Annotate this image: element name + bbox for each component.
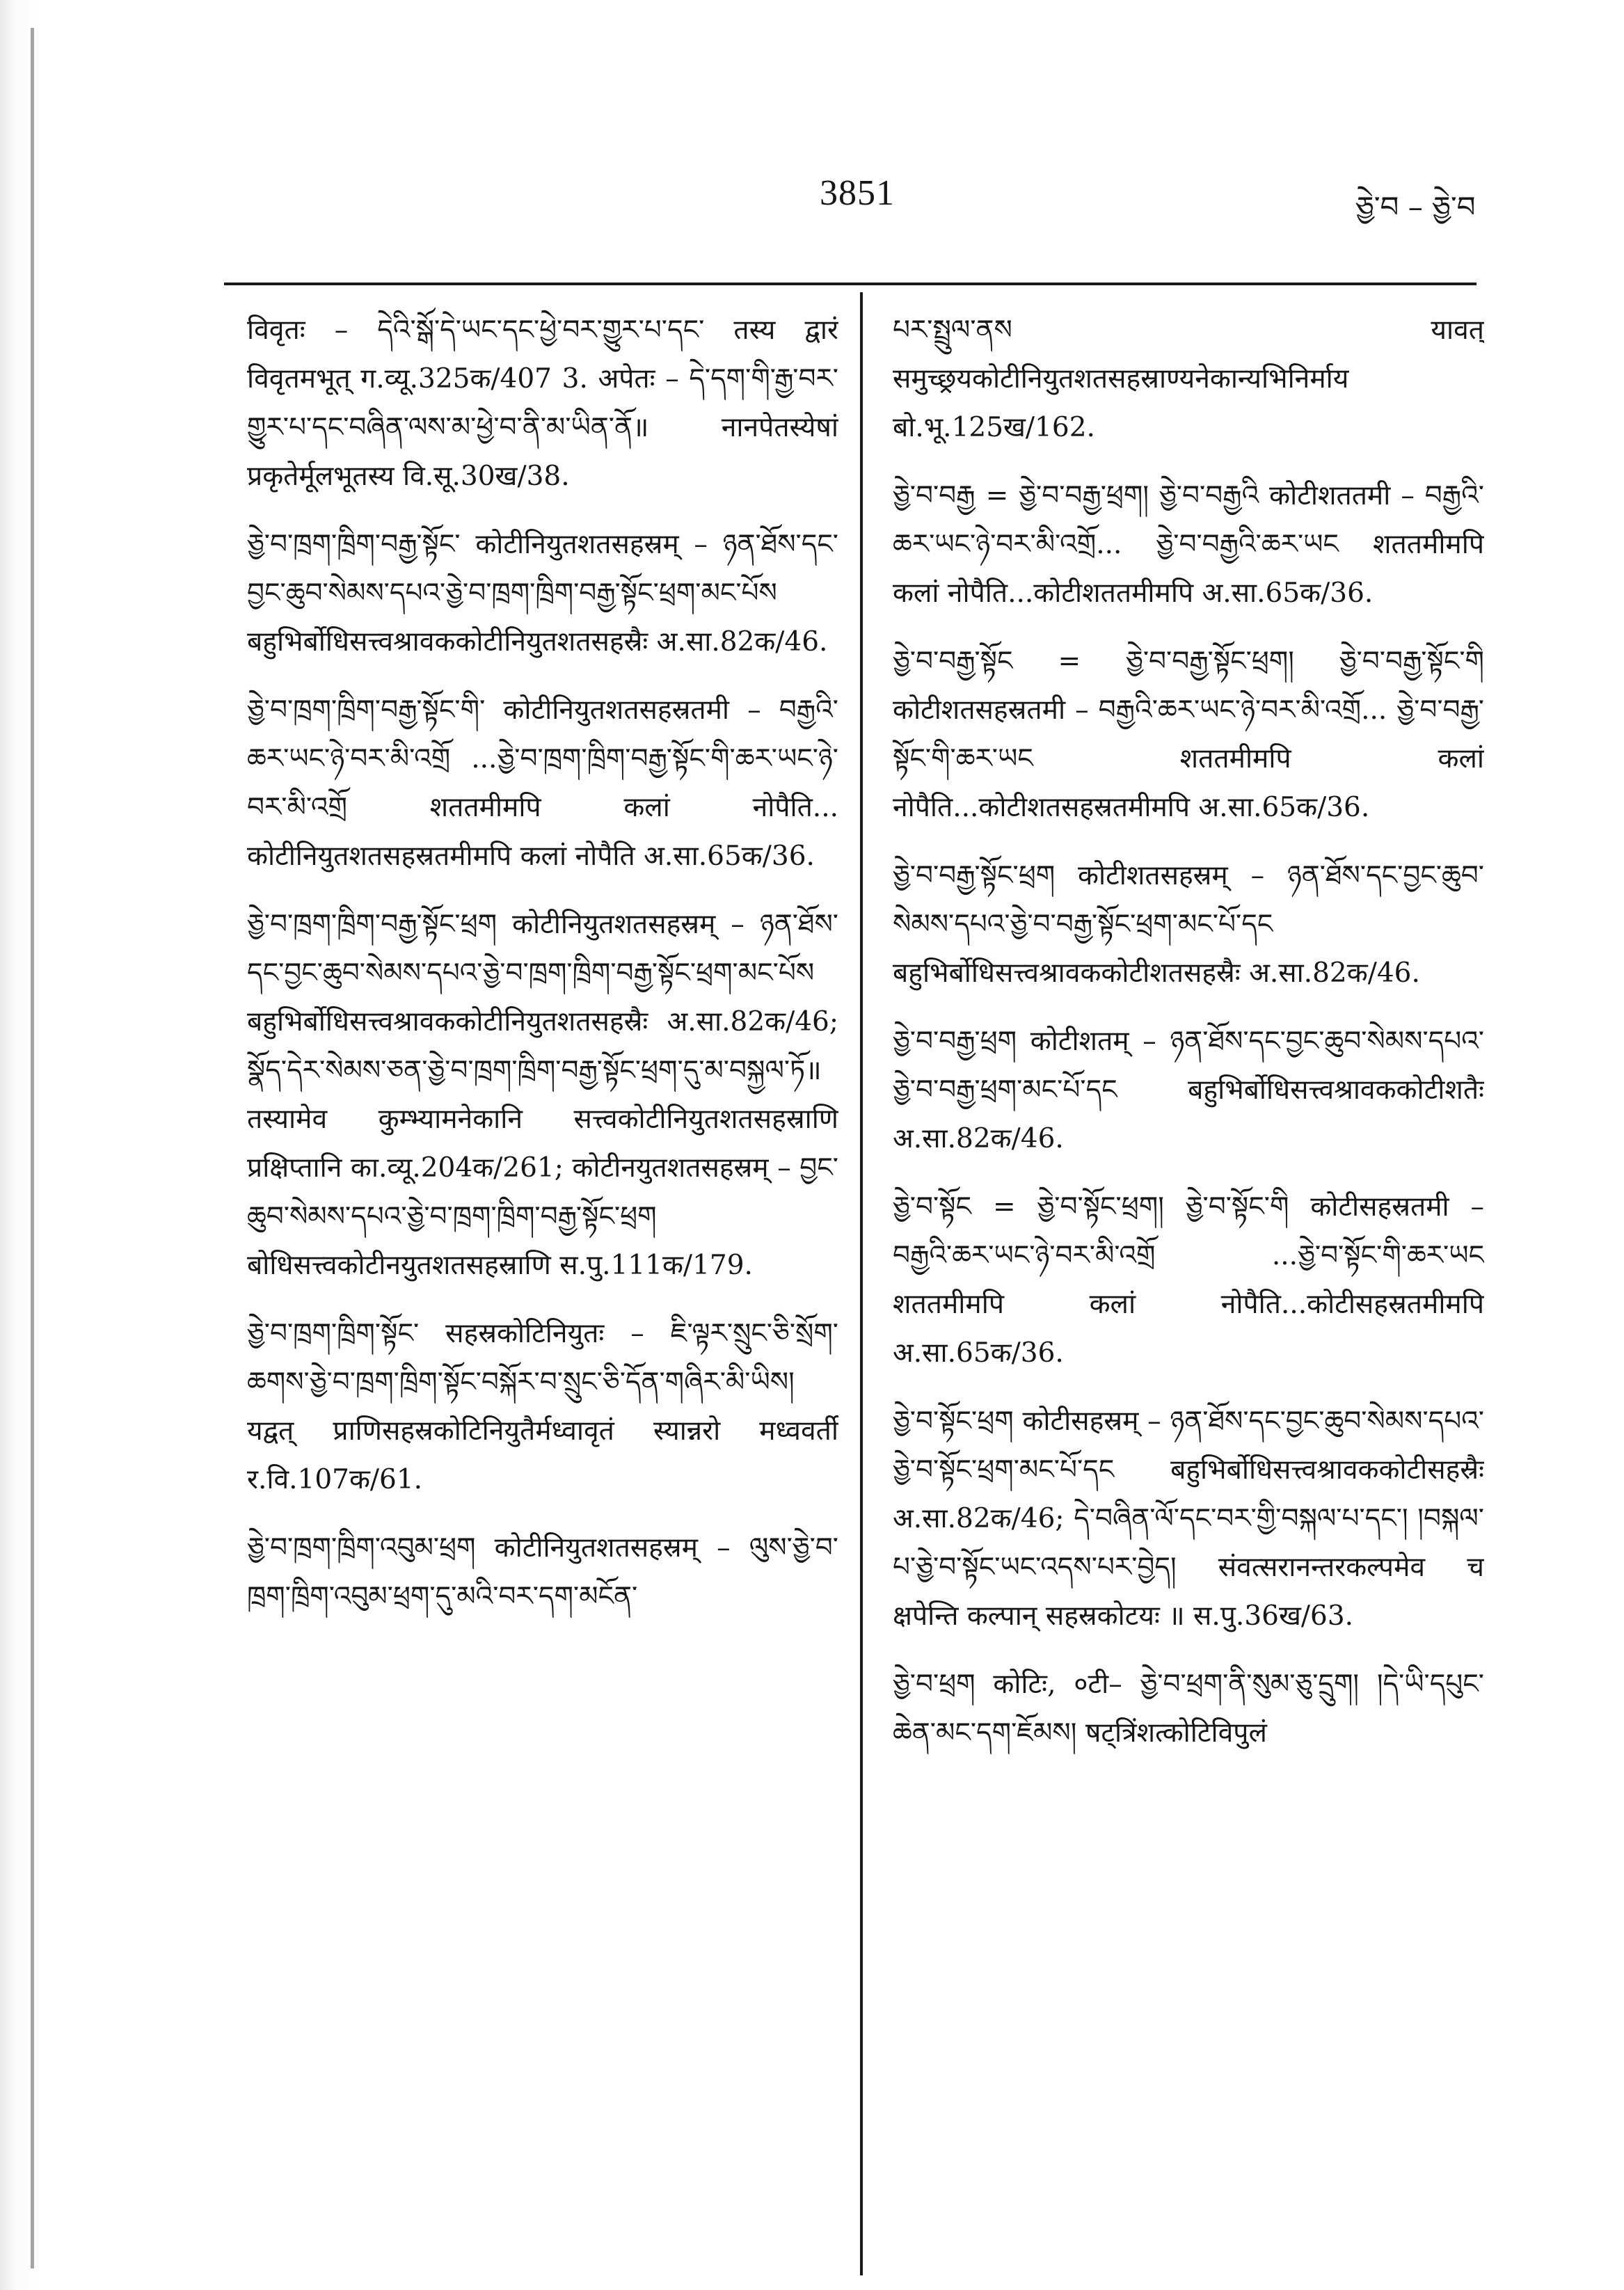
dictionary-entry: विवृतः – དེའི་སྒོ་དེ་ཡང་དང་ཕྱེ་བར་གྱུར་པ་དང་ तस्य द्वारं विवृतमभूत् ग.व्यू.325क/407 3. अपेतः – དེ་དག་གི་རྒྱ་བར་གྱུར་པ་དང་བཞིན་ལས་མ་ཕྱེ་བ་ནི་མ་ཡིན་ནོ॥ नानपेतस्येषां प्रकृतेर्मूलभूतस्य वि.सू.30ख/38. — [247, 315, 838, 492]
dictionary-entry: ཅྱེ་བ་ཕྲག कोटिः, ०टी– ཅྱེ་བ་ཕྲག་ནི་སུམ་ཅུ་དྲུག། །དེ་ཡི་དཔུང་ཆེན་མང་དག་ཇོམས། षट्त्रिंशत्कोटिविपुलं — [893, 1669, 1484, 1749]
header-rule — [224, 283, 1476, 285]
dictionary-entry: ཅྱེ་བ་ཁྲག་ཁྲིག་བརྒྱ་སྟོང་ कोटीनियुतशतसहस्रम् – ཉན་ཐོས་དང་བྱང་ཆུབ་སེམས་དཔའ་ཅྱེ་བ་ཁྲག་ཁྲིག་བརྒྱ་སྟོང་ཕྲག་མང་པོས बहुभिर्बोधिसत्त्वश्रावककोटीनियुतशतसहस्रैः अ.सा.82क/46. — [247, 529, 838, 658]
dictionary-entry: ཅྱེ་བ་བརྒྱ་སྟོང = ཅྱེ་བ་བརྒྱ་སྟོང་ཕྲག། ཅྱེ་བ་བརྒྱ་སྟོང་གི कोटीशतसहस्रतमी – བརྒྱའི་ཆར་ཡང་ཉེ་བར་མི་འགྲོ... ཅྱེ་བ་བརྒྱ་སྟོང་གི་ཆར་ཡང शततमीमपि कलां नोपैति...कोटीशतसहस्रतमीमपि अ.सा.65क/36. — [893, 646, 1484, 823]
dictionary-entry: ཅྱེ་བ་ཁྲག་ཁྲིག་བརྒྱ་སྟོང་ཕྲག कोटीनियुतशतसहस्रम् – ཉན་ཐོས་དང་བྱང་ཆུབ་སེམས་དཔའ་ཅྱེ་བ་ཁྲག་ཁྲིག་བརྒྱ་སྟོང་ཕྲག་མང་པོས बहुभिर्बोधिसत्त्वश्रावककोटीनियुतशतसहस्रैः अ.सा.82क/46; སྣོད་དེར་སེམས་ཅན་ཅྱེ་བ་ཁྲག་ཁྲིག་བརྒྱ་སྟོང་ཕྲག་དུ་མ་བསྐྱལ་ཏོ॥ तस्यामेव कुम्भ्यामनेकानि सत्त्वकोटीनियुतशतसहस्राणि प्रक्षिप्तानि का.व्यू.204क/261; कोटीनयुतशतसहस्रम् – བྱང་ཆུབ་སེམས་དཔའ་ཅྱེ་བ་ཁྲག་ཁྲིག་བརྒྱ་སྟོང་ཕྲག बोधिसत्त्वकोटीनयुतशतसहस्राणि स.पु.111क/179. — [247, 909, 838, 1281]
binding-shadow-line — [31, 28, 34, 2268]
dictionary-entry: ཅྱེ་བ་བརྒྱ་སྟོང་ཕྲག कोटीशतसहस्रम् – ཉན་ཐོས་དང་བྱང་ཆུབ་སེམས་དཔའ་ཅྱེ་བ་བརྒྱ་སྟོང་ཕྲག་མང་པོ་དང बहुभिर्बोधिसत्त्वश्रावककोटीशतसहस्रैः अ.सा.82क/46. — [893, 860, 1484, 989]
left-column — [247, 306, 838, 2268]
column-divider — [860, 292, 863, 2275]
dictionary-entry: ཅྱེ་བ་བརྒྱ་ཕྲག कोटीशतम् – ཉན་ཐོས་དང་བྱང་ཆུབ་སེམས་དཔའ་ཅྱེ་བ་བརྒྱ་ཕྲག་མང་པོ་དང बहुभिर्बोधिसत्त्वश्रावककोटीशतैः अ.सा.82क/46. — [893, 1026, 1484, 1154]
dictionary-entry: ཅྱེ་བ་སྟོང = ཅྱེ་བ་སྟོང་ཕྲག། ཅྱེ་བ་སྟོང་གི कोटीसहस्रतमी – བརྒྱའི་ཆར་ཡང་ཉེ་བར་མི་འགྲོ ...ཅྱེ་བ་སྟོང་གི་ཆར་ཡང शततमीमपि कलां नोपैति...कोटीसहस्रतमीमपि अ.सा.65क/36. — [893, 1191, 1484, 1369]
page-number: 3851 — [820, 173, 895, 213]
dictionary-entry: ཅྱེ་བ་སྟོང་ཕྲག कोटीसहस्रम् – ཉན་ཐོས་དང་བྱང་ཆུབ་སེམས་དཔའ་ཅྱེ་བ་སྟོང་ཕྲག་མང་པོ་དང बहुभिर्बोधिसत्त्वश्रावककोटीसहस्रैः अ.सा.82क/46; དེ་བཞིན་ལོ་དང་བར་གྱི་བསྐལ་པ་དང་། །བསྐལ་པ་ཅྱེ་བ་སྟོང་ཡང་འདས་པར་བྱེད། संवत्सरानन्तरकल्पमेव च क्षपेन्ति कल्पान् सहस्रकोटयः ॥ स.पु.36ख/63. — [893, 1406, 1484, 1632]
binding-edge — [0, 0, 42, 2290]
dictionary-entry: ཅྱེ་བ་བརྒྱ = ཅྱེ་བ་བརྒྱ་ཕྲག། ཅྱེ་བ་བརྒྱའི कोटीशततमी – བརྒྱའི་ཆར་ཡང་ཉེ་བར་མི་འགྲོ... ཅྱེ་བ་བརྒྱའི་ཆར་ཡང शततमीमपि कलां नोपैति...कोटीशततमीमपि अ.सा.65क/36. — [893, 480, 1484, 609]
running-head: ཅྱེ་བ – ཅྱེ་བ — [1355, 190, 1476, 224]
dictionary-entry: ཅྱེ་བ་ཁྲག་ཁྲིག་འབུམ་ཕྲག कोटीनियुतशतसहस्रम् – ལུས་ཅྱེ་བ་ཁྲག་ཁྲིག་འབུམ་ཕྲག་དུ་མའི་བར་དག་མངོན་ — [247, 1532, 838, 1612]
right-column — [893, 306, 1484, 2268]
dictionary-entry: པར་སྤྲུལ་ནས यावत् समुच्छ्रयकोटीनियुतशतसहस्राण्यनेकान्यभिनिर्माय बो.भू.125ख/162. — [893, 315, 1484, 443]
dictionary-entry: ཅྱེ་བ་ཁྲག་ཁྲིག་བརྒྱ་སྟོང་གི་ कोटीनियुतशतसहस्रतमी – བརྒྱའི་ཆར་ཡང་ཉེ་བར་མི་འགྲོ ...ཅྱེ་བ་ཁྲག་ཁྲིག་བརྒྱ་སྟོང་གི་ཆར་ཡང་ཉེ་བར་མི་འགྲོ शततमीमपि कलां नोपैति... कोटीनियुतशतसहस्रतमीमपि कलां नोपैति अ.सा.65क/36. — [247, 694, 838, 872]
dictionary-entry: ཅྱེ་བ་ཁྲག་ཁྲིག་སྟོང་ सहस्रकोटिनियुतः – ཇི་ལྟར་སྲུང་ཅི་སྲོག་ཆགས་ཅྱེ་བ་ཁྲག་ཁྲིག་སྟོང་བསྐོར་བ་སྲུང་ཅི་དོན་གཞིར་མི་ཡིས། यद्वत् प्राणिसहस्रकोटिनियुतैर्मध्वावृतं स्यान्नरो मध्ववर्ती र.वि.107क/61. — [247, 1318, 838, 1495]
